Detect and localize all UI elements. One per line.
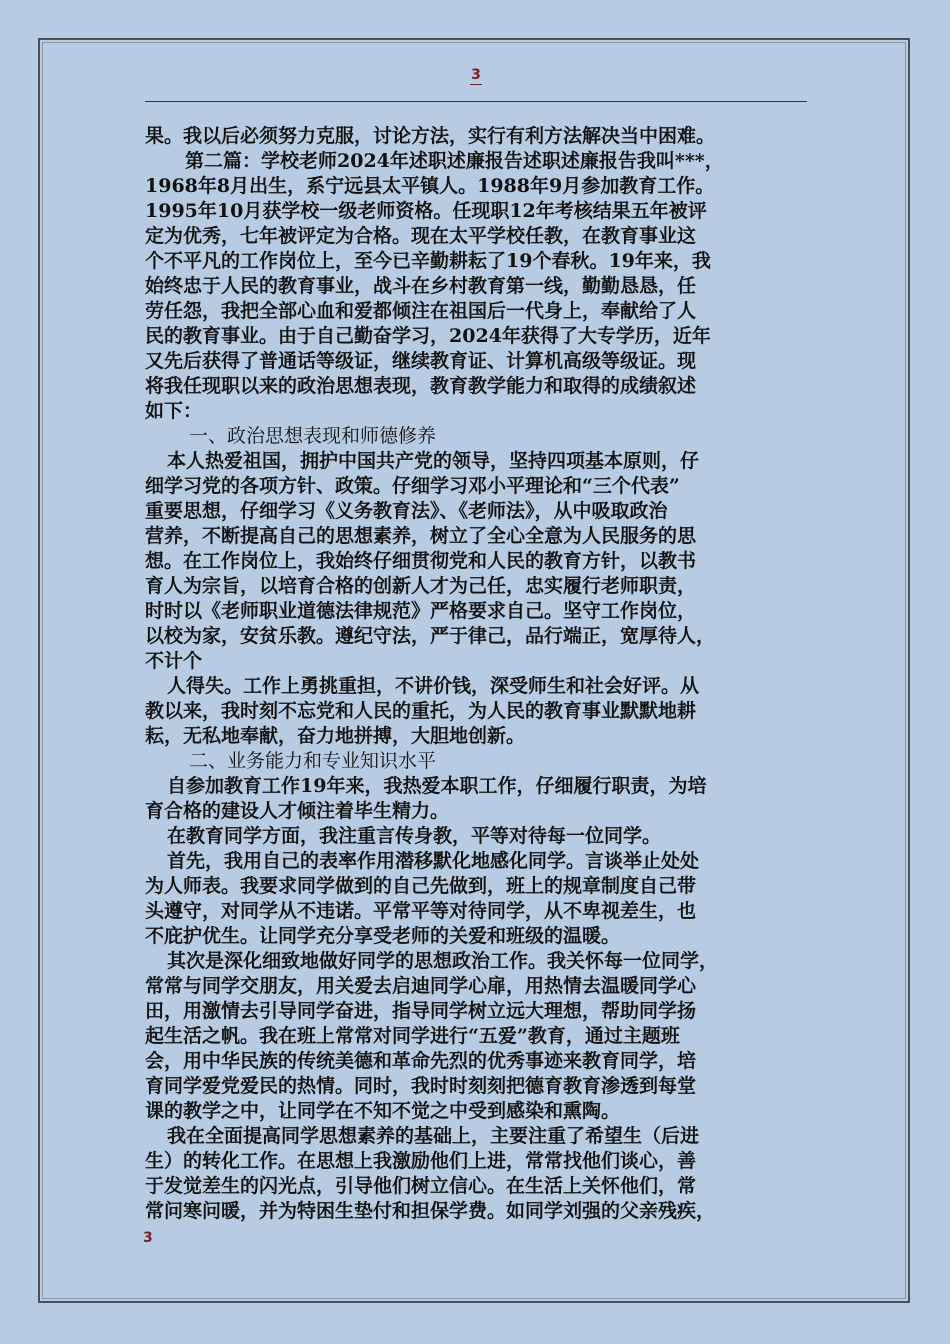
text-line: 将我任现职以来的政治思想表现，教育教学能力和取得的成绩叙述	[145, 375, 697, 397]
text-line: 常问寒问暖，并为特困生垫付和担保学费。如同学刘强的父亲残疾，	[145, 1200, 716, 1222]
text-line: 以校为家，安贫乐教。遵纪守法，严于律己，品行端正，宽厚待人，	[145, 625, 716, 647]
text-line: 于发觉差生的闪光点，引导他们树立信心。在生活上关怀他们，常	[145, 1175, 697, 1197]
text-line: 育合格的建设人才倾注着毕生精力。	[145, 800, 450, 822]
text-line: 劳任怨，我把全部心血和爱都倾注在祖国后一代身上，奉献给了人	[145, 300, 697, 322]
text-line: 1968年8月出生，系宁远县太平镇人。1988年9月参加教育工作。	[145, 175, 715, 197]
header-rule	[145, 101, 807, 102]
footer-page-number: 3	[143, 1230, 153, 1246]
text-line: 我在全面提高同学思想素养的基础上，主要注重了希望生（后进	[167, 1125, 700, 1147]
text-line: 细学习党的各项方针、政策。仔细学习邓小平理论和“三个代表”	[145, 475, 680, 497]
text-line: 第二篇：学校老师2024年述职述廉报告述职述廉报告我叫***，	[185, 150, 724, 172]
text-line: 首先，我用自己的表率作用潜移默化地感化同学。言谈举止处处	[167, 850, 700, 872]
text-line: 教以来，我时刻不忘党和人民的重托，为人民的教育事业默默地耕	[145, 700, 697, 722]
document-body	[145, 124, 825, 1224]
header-page-number: 3	[471, 67, 481, 83]
text-line: 育同学爱党爱民的热情。同时，我时时刻刻把德育教育渗透到每堂	[145, 1075, 697, 1097]
text-line: 田，用激情去引导同学奋进，指导同学树立远大理想，帮助同学扬	[145, 1000, 697, 1022]
text-line: 头遵守，对同学从不违诺。平常平等对待同学，从不卑视差生，也	[145, 900, 697, 922]
text-line: 自参加教育工作19年来，我热爱本职工作，仔细履行职责，为培	[167, 775, 707, 797]
text-line: 生）的转化工作。在思想上我激励他们上进，常常找他们谈心，善	[145, 1150, 697, 1172]
text-line: 想。在工作岗位上，我始终仔细贯彻党和人民的教育方针，以教书	[145, 550, 697, 572]
text-line: 重要思想，仔细学习《义务教育法》、《老师法》，从中吸取政治	[145, 500, 668, 522]
text-line: 其次是深化细致地做好同学的思想政治工作。我关怀每一位同学，	[167, 950, 719, 972]
text-line: 营养，不断提高自己的思想素养，树立了全心全意为人民服务的思	[145, 525, 697, 547]
text-line: 定为优秀，七年被评定为合格。现在太平学校任教，在教育事业这	[145, 225, 697, 247]
section-heading: 二、业务能力和专业知识水平	[189, 750, 437, 772]
text-line: 育人为宗旨，以培育合格的创新人才为己任，忠实履行老师职责，	[145, 575, 697, 597]
text-line: 耘，无私地奉献，奋力地拼搏，大胆地创新。	[145, 725, 526, 747]
text-line: 1995年10月获学校一级老师资格。任现职12年考核结果五年被评	[145, 200, 707, 222]
section-heading: 一、政治思想表现和师德修养	[189, 425, 437, 447]
text-line: 不计个	[145, 650, 203, 672]
text-line: 起生活之帆。我在班上常常对同学进行“五爱”教育，通过主题班	[145, 1025, 680, 1047]
text-line: 为人师表。我要求同学做到的自己先做到，班上的规章制度自己带	[145, 875, 697, 897]
text-line: 本人热爱祖国，拥护中国共产党的领导，坚持四项基本原则，仔	[167, 450, 700, 472]
text-line: 会，用中华民族的传统美德和革命先烈的优秀事迹来教育同学，培	[145, 1050, 697, 1072]
text-line: 个不平凡的工作岗位上，至今已辛勤耕耘了19个春秋。19年来，我	[145, 250, 711, 272]
text-line: 课的教学之中，让同学在不知不觉之中受到感染和熏陶。	[145, 1100, 621, 1122]
text-line: 在教育同学方面，我注重言传身教，平等对待每一位同学。	[167, 825, 662, 847]
text-line: 又先后获得了普通话等级证，继续教育证、计算机高级等级证。现	[145, 350, 697, 372]
text-line: 时时以《老师职业道德法律规范》严格要求自己。坚守工作岗位，	[145, 600, 697, 622]
text-line: 如下：	[145, 400, 203, 422]
text-line: 始终忠于人民的教育事业，战斗在乡村教育第一线，勤勤恳恳，任	[145, 275, 697, 297]
text-line: 不庇护优生。让同学充分享受老师的关爱和班级的温暖。	[145, 925, 621, 947]
text-line: 民的教育事业。由于自己勤奋学习，2024年获得了大专学历，近年	[145, 325, 711, 347]
text-line: 果。我以后必须努力克服，讨论方法，实行有利方法解决当中困难。	[145, 125, 716, 147]
text-line: 常常与同学交朋友，用关爱去启迪同学心扉，用热情去温暖同学心	[145, 975, 697, 997]
text-line: 人得失。工作上勇挑重担，不讲价钱，深受师生和社会好评。从	[167, 675, 700, 697]
